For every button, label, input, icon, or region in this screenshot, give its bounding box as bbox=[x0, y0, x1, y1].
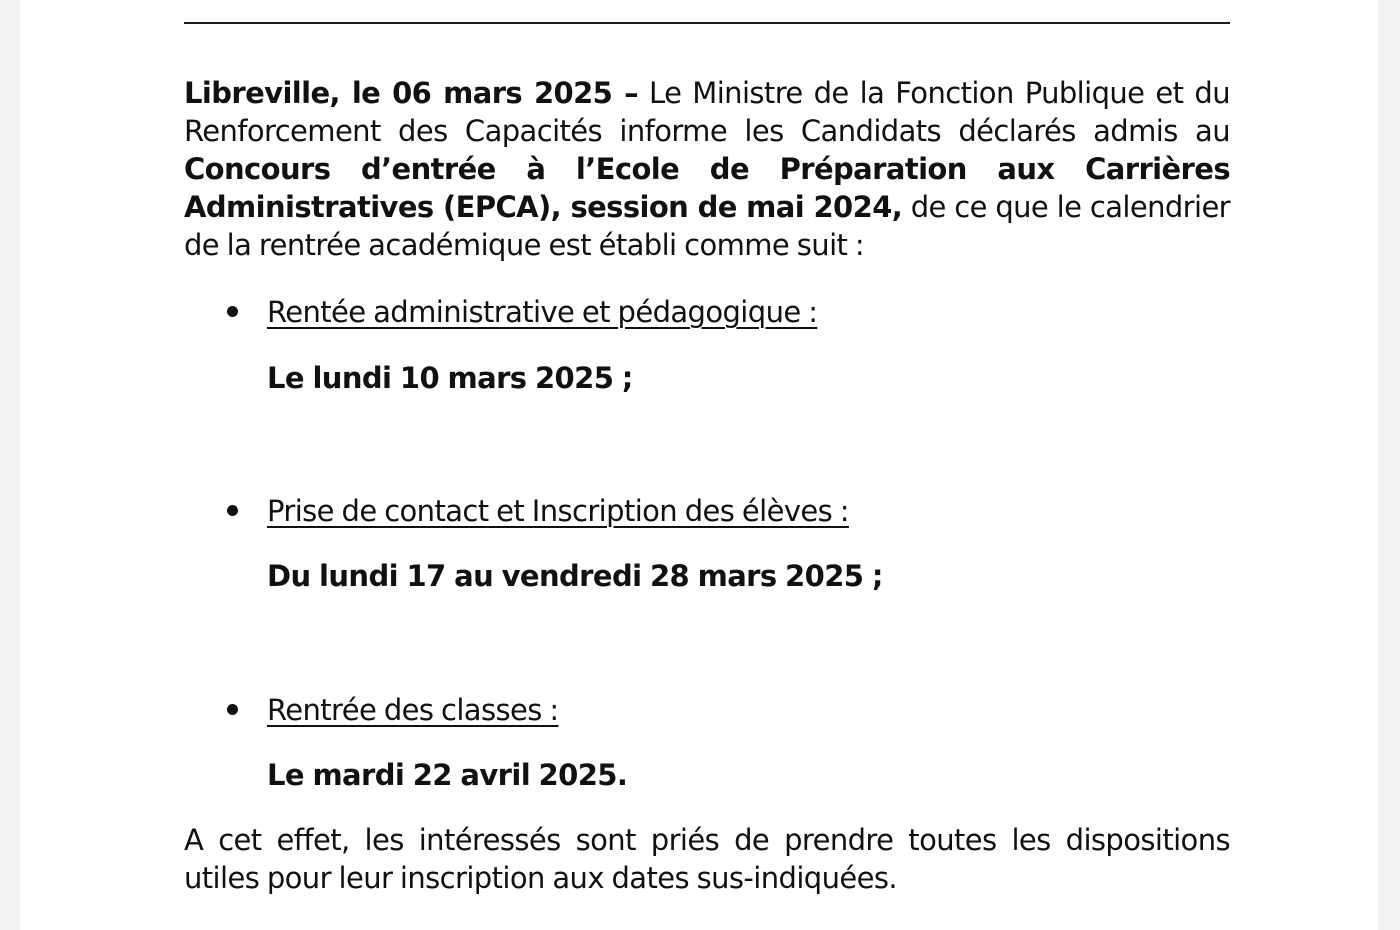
schedule-item-date: Du lundi 17 au vendredi 28 mars 2025 ; bbox=[267, 559, 883, 593]
bullet-icon bbox=[227, 704, 238, 715]
intro-paragraph bbox=[184, 74, 1230, 264]
schedule-item bbox=[184, 293, 1230, 331]
bullet-icon bbox=[227, 505, 238, 516]
schedule-item-label: Rentrée des classes : bbox=[267, 693, 559, 727]
header-divider bbox=[184, 22, 1230, 24]
intro-text-1: Le Ministre de la Fonction Publique et du Renforcement des Capacités informe les Candidats déclarés admis au bbox=[184, 76, 1231, 148]
schedule-item bbox=[184, 691, 1230, 729]
closing-paragraph: A cet effet, les intéressés sont priés de prendre toutes les dispositions utiles pour leur inscription aux dates sus-indiquées. bbox=[184, 823, 1230, 895]
schedule-item bbox=[184, 492, 1230, 530]
schedule-item-date: Le lundi 10 mars 2025 ; bbox=[267, 361, 633, 395]
intro-text-2: de ce que le calendrier de la rentrée académique est établi comme suit : bbox=[184, 190, 1231, 262]
schedule-item-label: Prise de contact et Inscription des élèves : bbox=[267, 494, 849, 528]
contest-name: Concours d’entrée à l’Ecole de Préparation aux Carrières Administratives (EPCA), session de mai 2024, bbox=[184, 152, 1230, 224]
schedule-item-label: Rentée administrative et pédagogique : bbox=[267, 295, 818, 329]
place-date: Libreville, le 06 mars 2025 – bbox=[184, 76, 639, 110]
schedule-item-date: Le mardi 22 avril 2025. bbox=[267, 758, 628, 792]
bullet-icon bbox=[227, 306, 238, 317]
